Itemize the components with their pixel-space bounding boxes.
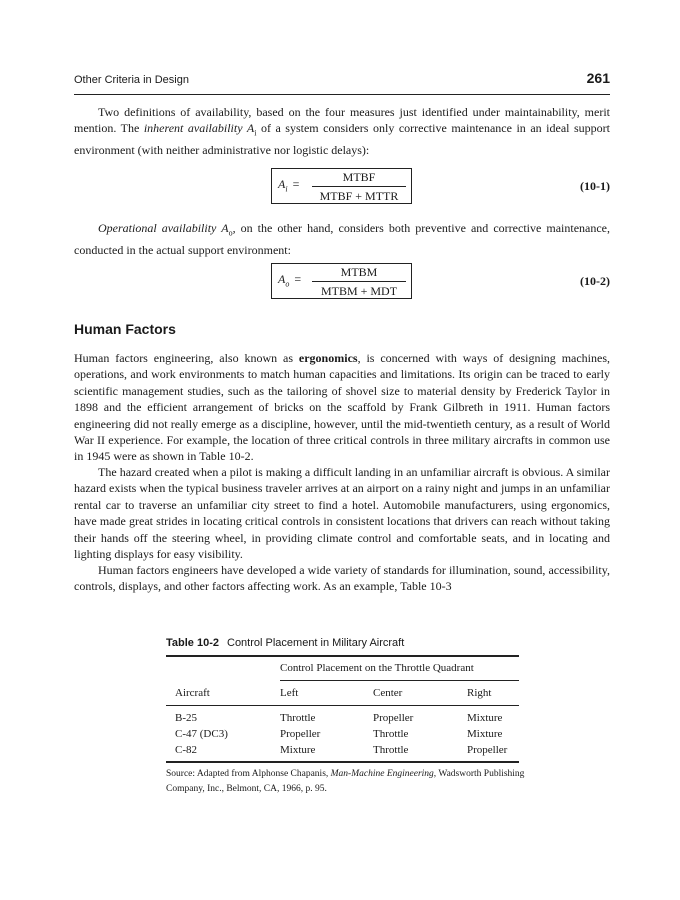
table-col-header: Left — [280, 687, 299, 699]
human-factors-paragraph-2: The hazard created when a pilot is making a difficult landing in an unfamiliar aircraft is obvious. A similar hazard exists when the typical business traveler arrives at an airport on a rainy night and jumps in an unfamiliar rental car to traverse an unfamiliar city street to find a hotel. Automobile manufacturers, using ergonomics, have made great strides in locating critical controls in consistent locations that drivers can reach without taking their hands off the steering wheel, in providing climate control and comfortable seats, and in locating and lighting displays for easy visibility. — [74, 465, 610, 562]
source-text-a: Source: Adapted from Alphonse Chapanis, — [166, 769, 331, 779]
hf-p1-text-a: Human factors engineering, also known as — [74, 351, 299, 365]
eq2-number: (10-2) — [580, 274, 610, 288]
table-group-header: Control Placement on the Throttle Quadrant — [280, 662, 474, 674]
intro-symbol: A — [242, 121, 255, 136]
table-col-header: Center — [373, 687, 403, 699]
running-header — [74, 72, 610, 95]
table-top-rule — [166, 655, 519, 657]
intro-text-2: of a system considers only corrective maintenance in an ideal support environment (with neither administrative nor logistic delays): — [74, 121, 611, 158]
eq2-denominator: MTBM + MDT — [320, 284, 398, 298]
eq1-numerator: MTBF — [342, 170, 376, 184]
eq2-numerator: MTBM — [340, 265, 378, 279]
operational-text: , on the other hand, considers both preventive and corrective maintenance, conducted in the actual support environment: — [74, 221, 611, 257]
table-col-header: Aircraft — [175, 687, 210, 699]
table-cell: C-47 (DC3) — [175, 728, 228, 740]
equation-10-2 — [271, 263, 412, 299]
human-factors-paragraph-3: Human factors engineers have developed a wide variety of standards for illumination, sound, accessibility, controls, displays, and other factors affecting work. As an example, Table 10-3 — [74, 563, 610, 594]
eq1-denominator: MTBF + MTTR — [319, 189, 399, 203]
operational-paragraph — [74, 220, 610, 258]
table-title: Control Placement in Military Aircraft — [227, 637, 405, 649]
source-book-title: Man-Machine Engineering — [330, 769, 434, 779]
table-cell: B-25 — [175, 712, 197, 724]
table-group-rule — [280, 680, 519, 681]
table-cell: Propeller — [467, 744, 508, 756]
hf-p1-text-b: , is concerned with ways of designing machines, operations, and work environments to match human capacities and limitations. Its origin can be traced to early scientific management studies, such as the tailoring of shovel size to material density by Frederick Taylor in 1898 and the efficient arrangement of bricks on the scaffold by Frank Gilbreth in 1911. Human factors engineering did not really emerge as a discipline, however, until the mid-twentieth century, as a result of World War II experience. For example, the location of three critical controls in three military aircrafts in common use in 1945 were as shown in Table 10-2. — [74, 351, 611, 464]
eq2-lhs: $A_o$ = — [278, 272, 302, 289]
section-heading: Human Factors — [74, 321, 176, 337]
intro-paragraph — [74, 104, 610, 159]
source-text-b: , Wadsworth Publishing Company, Inc., Belmont, CA, 1966, p. 95. — [166, 769, 525, 794]
table-cell: Propeller — [280, 728, 321, 740]
table-cell: Throttle — [373, 728, 409, 740]
table-source-note — [166, 767, 526, 797]
table-cell: Mixture — [280, 744, 316, 756]
table-cell: C-82 — [175, 744, 197, 756]
operational-symbol-sub: o — [228, 228, 233, 238]
eq1-number: (10-1) — [580, 179, 610, 193]
running-title: Other Criteria in Design — [74, 74, 189, 86]
table-cell: Throttle — [373, 744, 409, 756]
table-header-rule — [166, 705, 519, 706]
eq2-fraction — [312, 264, 406, 299]
eq1-lhs: $A_i$ = — [278, 177, 300, 194]
operational-term: Operational availability A — [98, 221, 229, 235]
table-bottom-rule — [166, 761, 519, 763]
intro-text-1: Two definitions of availability, based on the four measures just identified under maintainability, merit mention. The — [74, 105, 610, 136]
table-caption — [166, 637, 404, 649]
eq1-fraction — [312, 169, 406, 204]
equation-10-1 — [271, 168, 412, 204]
table-col-header: Right — [467, 687, 492, 699]
table-cell: Mixture — [467, 712, 503, 724]
human-factors-paragraph-1 — [74, 350, 610, 465]
table-label: Table 10-2 — [166, 637, 219, 649]
intro-symbol-sub: i — [254, 128, 257, 138]
hf-term-ergonomics: ergonomics — [298, 351, 358, 365]
page-number: 261 — [586, 70, 610, 86]
table-cell: Propeller — [373, 712, 414, 724]
intro-term-inherent: inherent availability — [143, 121, 243, 136]
table-cell: Mixture — [467, 728, 503, 740]
table-cell: Throttle — [280, 712, 316, 724]
